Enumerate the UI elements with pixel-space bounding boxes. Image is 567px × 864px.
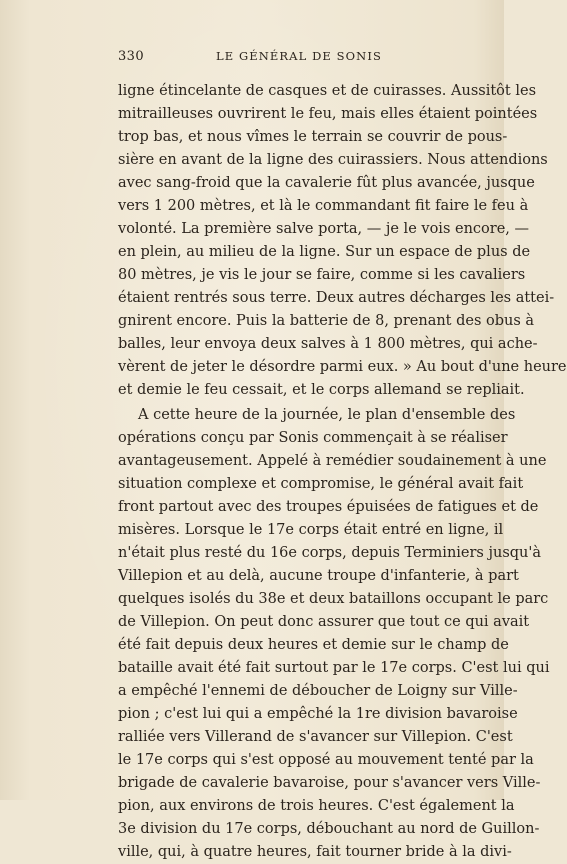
text-line-5: avec sang-froid que la cavalerie fût plus avancée, jusque [118, 175, 535, 191]
text-line-16: opérations conçu par Sonis commençait à se réaliser [118, 430, 508, 446]
text-line-1: ligne étincelante de casques et de cuirasses. Aussitôt les [118, 83, 537, 99]
text-line-31: brigade de cavalerie bavaroise, pour s'avancer vers Ville- [118, 775, 541, 791]
text-line-23: quelques isolés du 38e et deux bataillons occupant le parc [118, 591, 549, 607]
text-line-34: ville, qui, à quatre heures, fait tourner bride à la divi- [118, 844, 512, 860]
text-line-32: pion, aux environs de trois heures. C'est également la [118, 798, 515, 814]
text-line-10: étaient rentrés sous terre. Deux autres décharges les attei- [118, 290, 555, 306]
page-number: 330 [118, 49, 145, 64]
text-line-11: gnirent encore. Puis la batterie de 8, prenant des obus à [118, 313, 535, 329]
text-line-19: front partout avec des troupes épuisées de fatigues et de [118, 499, 539, 515]
text-line-26: bataille avait été fait surtout par le 17e corps. C'est lui qui [118, 660, 550, 676]
text-line-12: balles, leur envoya deux salves à 1 800 mètres, qui ache- [118, 336, 538, 352]
text-line-28: pion ; c'est lui qui a empêché la 1re division bavaroise [118, 706, 518, 722]
text-line-9: 80 mètres, je vis le jour se faire, comme si les cavaliers [118, 267, 526, 283]
body-text [118, 80, 567, 860]
text-line-25: été fait depuis deux heures et demie sur le champ de [118, 637, 509, 653]
text-line-8: en plein, au milieu de la ligne. Sur un espace de plus de [118, 244, 531, 260]
text-line-18: situation complexe et compromise, le général avait fait [118, 476, 524, 492]
text-line-2: mitrailleuses ouvrirent le feu, mais elles étaient pointées [118, 106, 538, 122]
text-line-13: vèrent de jeter le désordre parmi eux. » Au bout d'une heure [118, 359, 567, 375]
text-line-21: n'était plus resté du 16e corps, depuis Terminiers jusqu'à [118, 545, 542, 561]
text-line-6: vers 1 200 mètres, et là le commandant fit faire le feu à [118, 198, 529, 214]
running-title: LE GÉNÉRAL DE SONIS [216, 49, 382, 63]
text-line-17: avantageusement. Appelé à remédier soudainement à une [118, 453, 547, 469]
text-line-14: et demie le feu cessait, et le corps allemand se repliait. [118, 382, 525, 398]
text-line-27: a empêché l'ennemi de déboucher de Loigny sur Ville- [118, 683, 518, 699]
text-line-15: A cette heure de la journée, le plan d'ensemble des [138, 407, 516, 423]
text-line-20: misères. Lorsque le 17e corps était entré en ligne, il [118, 522, 504, 538]
text-line-24: de Villepion. On peut donc assurer que tout ce qui avait [118, 614, 530, 630]
text-line-3: trop bas, et nous vîmes le terrain se couvrir de pous- [118, 129, 508, 145]
page-header [118, 49, 488, 67]
text-line-4: sière en avant de la ligne des cuirassiers. Nous attendions [118, 152, 548, 168]
text-line-7: volonté. La première salve porta, — je le vois encore, — [118, 221, 529, 237]
text-line-30: le 17e corps qui s'est opposé au mouvement tenté par la [118, 752, 534, 768]
text-line-29: ralliée vers Villerand de s'avancer sur Villepion. C'est [118, 729, 513, 745]
text-line-33: 3e division du 17e corps, débouchant au nord de Guillon- [118, 821, 540, 837]
text-line-22: Villepion et au delà, aucune troupe d'infanterie, à part [118, 568, 519, 584]
